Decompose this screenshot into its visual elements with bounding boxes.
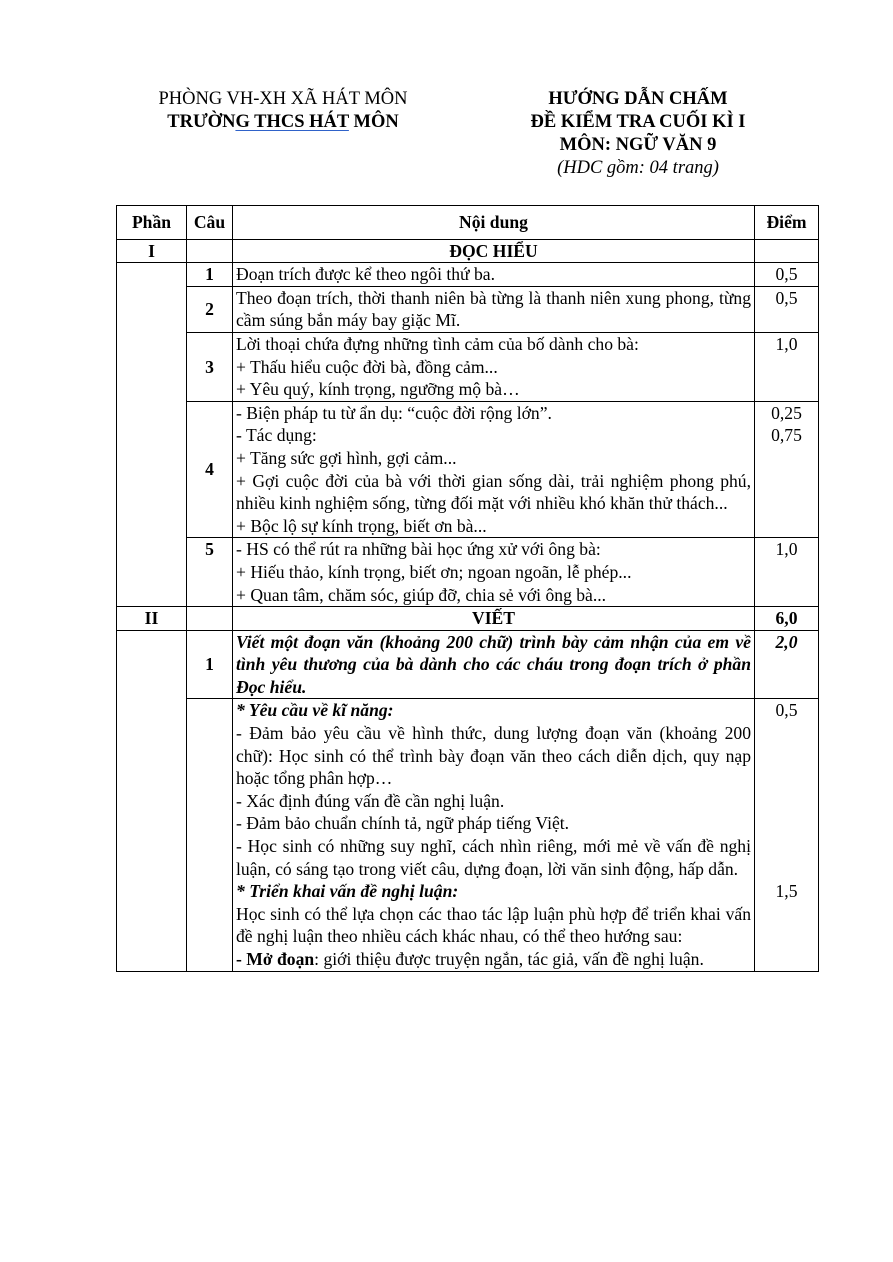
section-reading-row <box>117 239 819 263</box>
subject-title: MÔN: NGỮ VĂN 9 <box>559 135 717 155</box>
section-part: II <box>117 607 187 631</box>
section-writing-row <box>117 607 819 631</box>
answer-content: Theo đoạn trích, thời thanh niên bà từng là thanh niên xung phong, từng cầm súng bắn máy bay giặc Mĩ. <box>233 286 755 332</box>
develop-title: * Triển khai vấn đề nghị luận: <box>236 881 459 902</box>
table-row <box>117 286 819 332</box>
score: 0,5 <box>755 263 819 287</box>
question-number: 1 <box>187 630 233 699</box>
section-part: I <box>117 239 187 263</box>
table-row <box>117 332 819 401</box>
score: 0,5 <box>755 286 819 332</box>
question-number: 1 <box>187 263 233 287</box>
opening-paragraph: - Mở đoạn: giới thiệu được truyện ngắn, tác giả, vấn đề nghị luận. <box>236 949 704 969</box>
table-row <box>117 630 819 699</box>
answer-content: - Biện pháp tu từ ẩn dụ: “cuộc đời rộng lớn”. - Tác dụng: + Tăng sức gợi hình, gợi cảm... + Gợi cuộc đời của bà với thời gian sống dài, trải nghiệm phong phú, nhiều kinh nghiệm sống, từng đối mặt với nhiều khó khăn thử thách... + Bộc lộ sự kính trọng, biết ơn bà... <box>233 401 755 538</box>
header-content: Nội dung <box>233 206 755 240</box>
score: 2,0 <box>755 630 819 699</box>
answer-content: Lời thoại chứa đựng những tình cảm của bố dành cho bà: + Thấu hiểu cuộc đời bà, đồng cảm... + Yêu quý, kính trọng, ngưỡng mộ bà… <box>233 332 755 401</box>
question-number: 4 <box>187 401 233 538</box>
table-header-row <box>117 206 819 240</box>
grading-table <box>116 205 819 972</box>
department-name: PHÒNG VH-XH XÃ HÁT MÔN <box>158 89 408 109</box>
header-question: Câu <box>187 206 233 240</box>
answer-content: * Yêu cầu về kĩ năng: - Đảm bảo yêu cầu về hình thức, dung lượng đoạn văn (khoảng 200 chữ): Học sinh có thể trình bày đoạn văn theo cách diễn dịch, quy nạp hoặc tổng phân hợp… - Xác định đúng vấn đề cần nghị luận. - Đảm bảo chuẩn chính tả, ngữ pháp tiếng Việt. - Học sinh có những suy nghĩ, cách nhìn riêng, mới mẻ về vấn đề nghị luận, có sáng tạo trong viết câu, dựng đoạn, lời văn sinh động, hấp dẫn. * Triển khai vấn đề nghị luận: Học sinh có thể lựa chọn các thao tác lập luận phù hợp để triển khai vấn đề nghị luận theo nhiều cách khác nhau, có thể theo hướng sau: - Mở đoạn: giới thiệu được truyện ngắn, tác giả, vấn đề nghị luận. <box>233 699 755 971</box>
section-title: VIẾT <box>233 607 755 631</box>
school-header <box>118 88 448 134</box>
table-row <box>117 401 819 538</box>
score: 0,25 0,75 <box>755 401 819 538</box>
score: 1,0 <box>755 538 819 607</box>
header-score: Điểm <box>755 206 819 240</box>
table-row <box>117 263 819 287</box>
answer-content: - HS có thể rút ra những bài học ứng xử với ông bà: + Hiếu thảo, kính trọng, biết ơn; ngoan ngoãn, lễ phép... + Quan tâm, chăm sóc, giúp đỡ, chia sẻ với ông bà... <box>233 538 755 607</box>
question-number: 5 <box>187 538 233 607</box>
score: 0,5 1,5 <box>755 699 819 971</box>
section-score: 6,0 <box>755 607 819 631</box>
table-row <box>117 699 819 971</box>
writing-prompt: Viết một đoạn văn (khoảng 200 chữ) trình bày cảm nhận của em về tình yêu thương của bà dành cho các cháu trong đoạn trích ở phần Đọc hiểu. <box>233 630 755 699</box>
document-title: HƯỚNG DẪN CHẤM <box>548 89 728 109</box>
question-number: 3 <box>187 332 233 401</box>
question-number: 2 <box>187 286 233 332</box>
exam-title: ĐỀ KIỂM TRA CUỐI KÌ I <box>530 112 746 132</box>
school-name: TRƯỜNG THCS HÁT MÔN <box>167 112 399 132</box>
header-part: Phần <box>117 206 187 240</box>
score: 1,0 <box>755 332 819 401</box>
document-header <box>478 88 798 180</box>
answer-content: Đoạn trích được kể theo ngôi thứ ba. <box>233 263 755 287</box>
page-count-note: (HDC gồm: 04 trang) <box>557 158 719 178</box>
section-title: ĐỌC HIỂU <box>233 239 755 263</box>
table-row <box>117 538 819 607</box>
skills-title: * Yêu cầu về kĩ năng: <box>236 700 394 721</box>
